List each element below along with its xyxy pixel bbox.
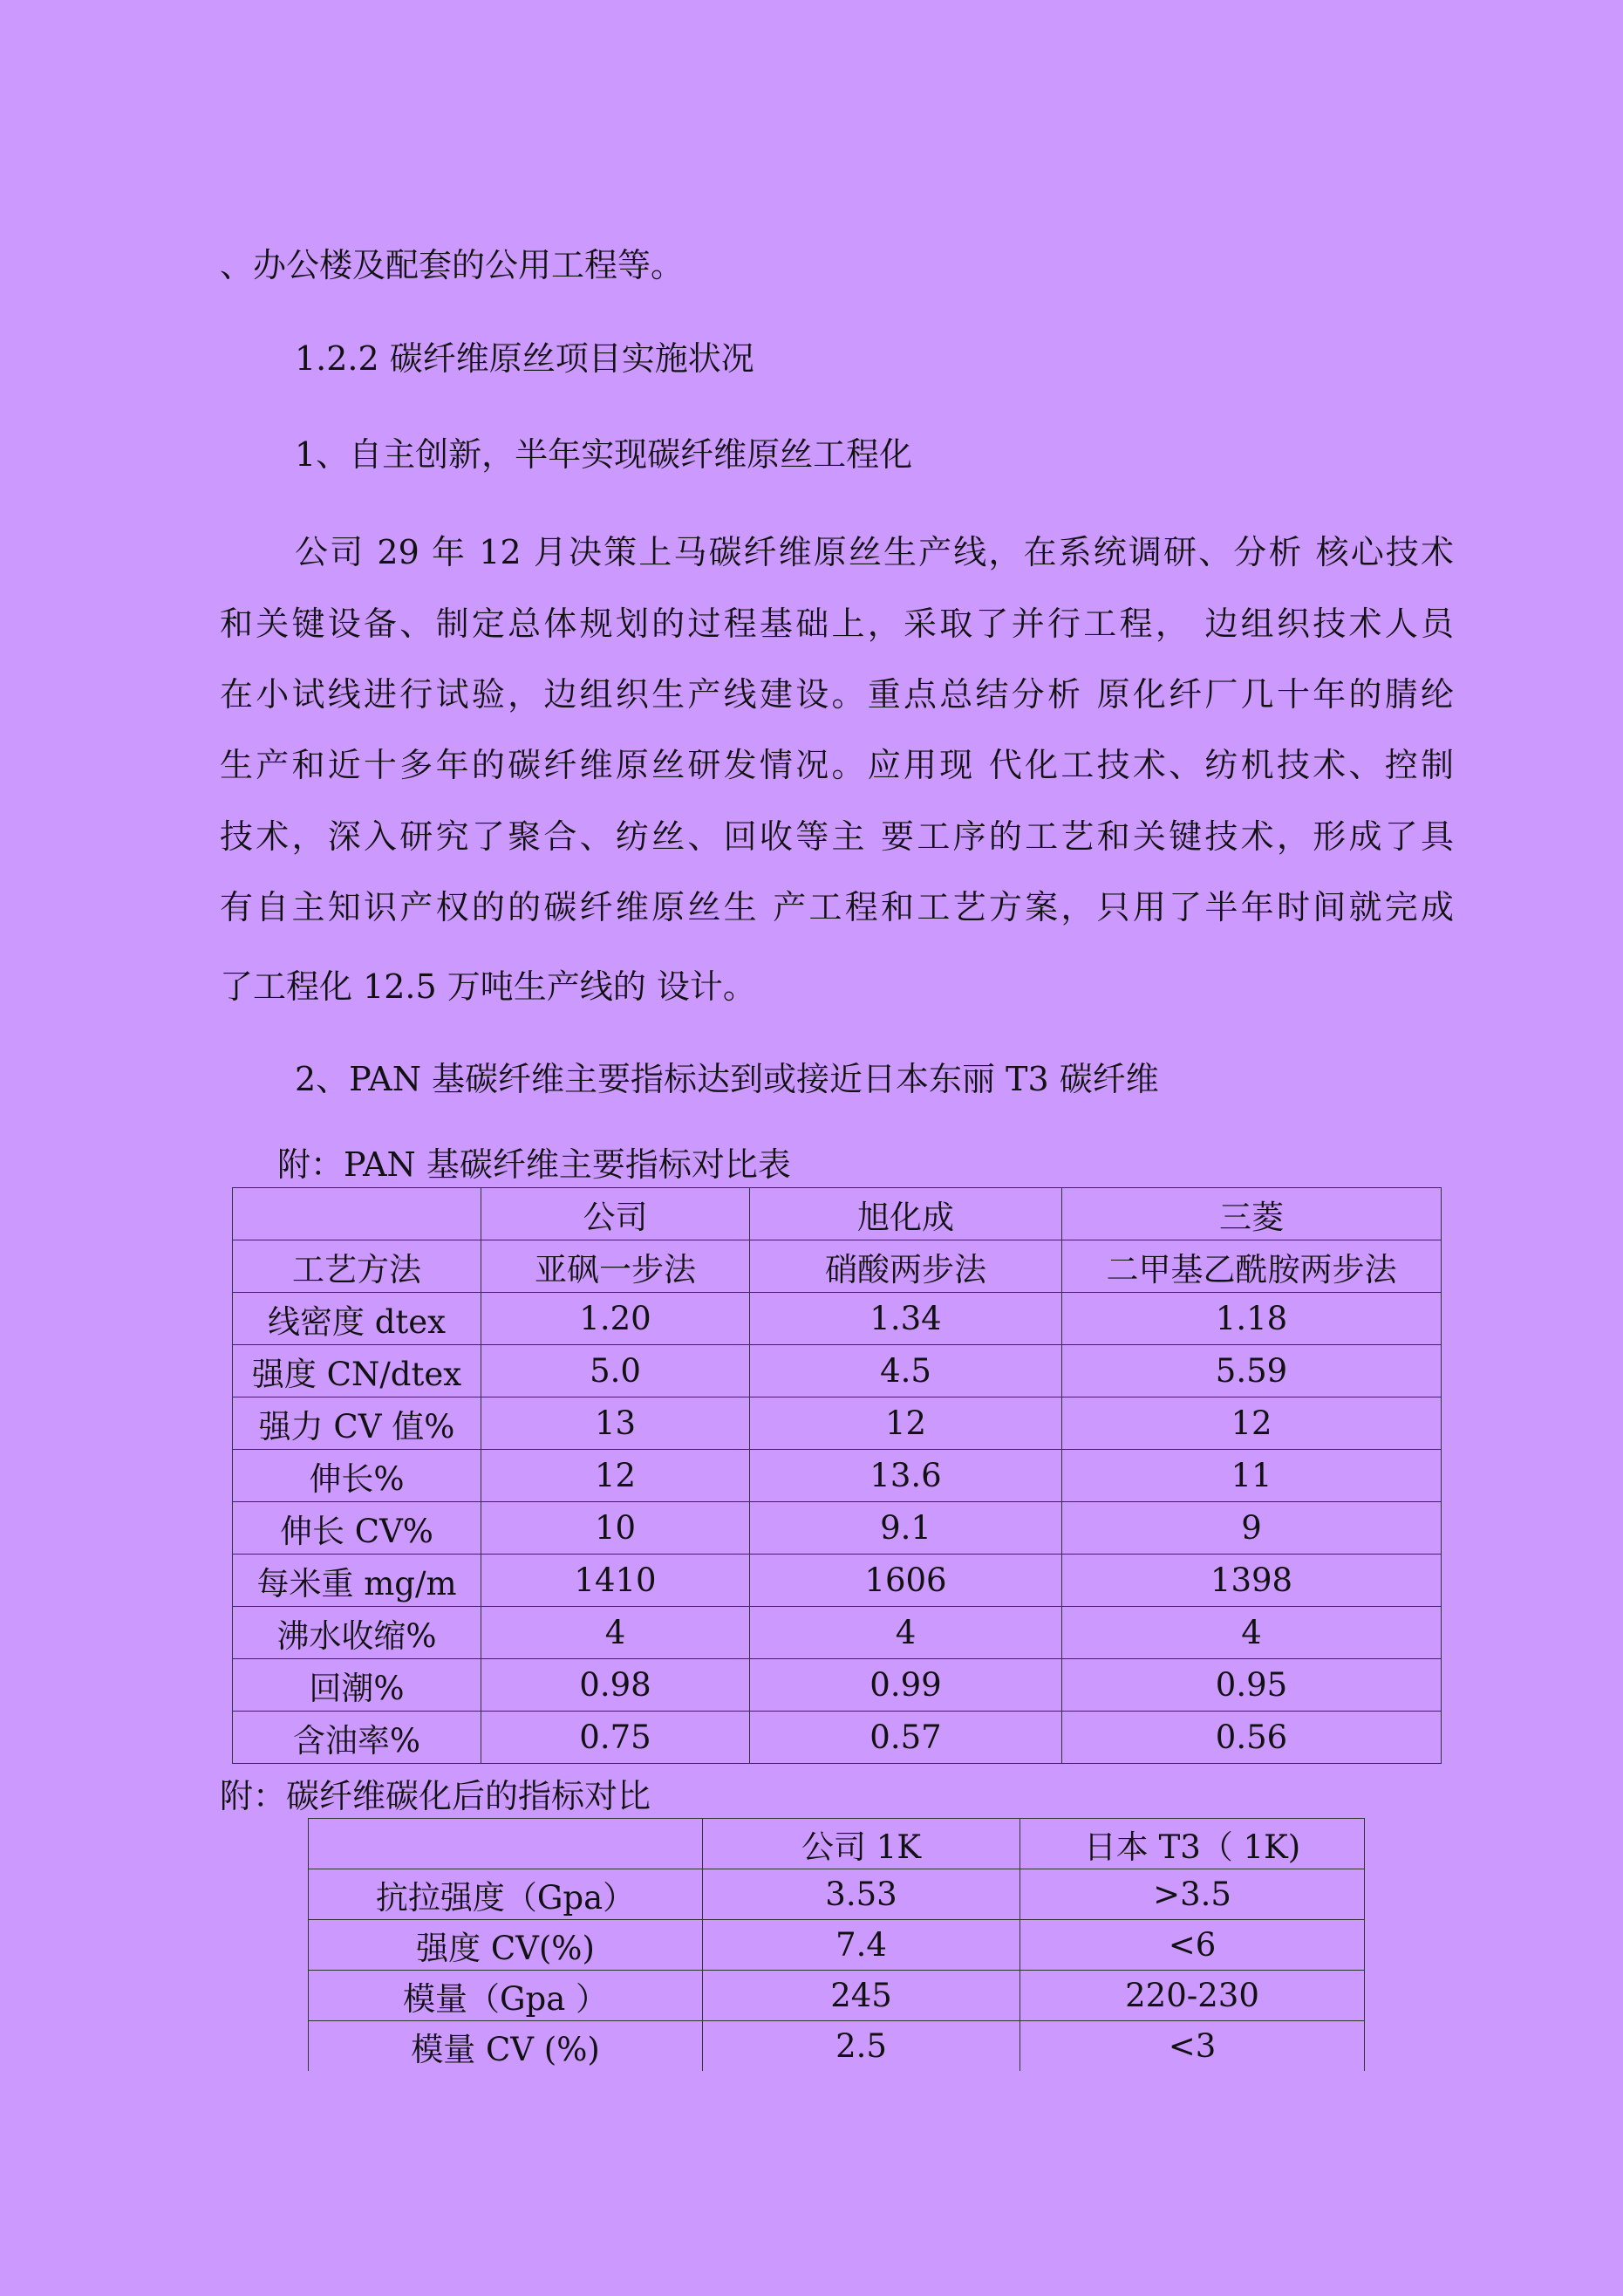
- table-header-cell: 公司: [481, 1188, 750, 1240]
- table-cell: 245: [703, 1971, 1020, 2021]
- table-row: [309, 2021, 1365, 2072]
- table-header-cell: 公司 1K: [703, 1819, 1020, 1869]
- table-cell: 5.0: [481, 1345, 750, 1397]
- table-row: [233, 1712, 1442, 1764]
- table-cell: 12: [1062, 1397, 1442, 1450]
- table-cell: 硝酸两步法: [750, 1240, 1062, 1293]
- table-cell: 0.75: [481, 1712, 750, 1764]
- carbonized-fiber-comparison-table: [308, 1818, 1365, 2071]
- table-cell: 4: [481, 1607, 750, 1659]
- table2-caption: 附：碳纤维碳化后的指标对比: [220, 1777, 651, 1815]
- table-row: [233, 1240, 1442, 1293]
- row-label-cell: 伸长%: [233, 1450, 481, 1502]
- table-cell: <3: [1020, 2021, 1365, 2072]
- table1-caption: 附：PAN 基碳纤维主要指标对比表: [277, 1145, 791, 1184]
- table-cell: 12: [481, 1450, 750, 1502]
- table-cell: 0.56: [1062, 1712, 1442, 1764]
- subheading-pan-indicators: 2、PAN 基碳纤维主要指标达到或接近日本东丽 T3 碳纤维: [295, 1060, 1159, 1098]
- table-cell: 12: [750, 1397, 1062, 1450]
- row-label-cell: 抗拉强度（Gpa）: [309, 1869, 703, 1920]
- row-label-cell: 模量 CV (%): [309, 2021, 703, 2072]
- table-header-cell: [309, 1819, 703, 1869]
- paragraph-line: 和关键设备、制定总体规划的过程基础上，采取了并行工程， 边组织技术人员: [220, 605, 1454, 643]
- table-row: [233, 1659, 1442, 1712]
- paragraph-line: 生产和近十多年的碳纤维原丝研发情况。应用现 代化工技术、纺机技术、控制: [220, 746, 1454, 784]
- section-heading: 1.2.2 碳纤维原丝项目实施状况: [295, 339, 754, 378]
- table-cell: 1398: [1062, 1555, 1442, 1607]
- table-cell: 4: [750, 1607, 1062, 1659]
- table-cell: 0.95: [1062, 1659, 1442, 1712]
- table-row: [233, 1345, 1442, 1397]
- paragraph-line: 有自主知识产权的的碳纤维原丝生 产工程和工艺方案，只用了半年时间就完成: [220, 888, 1454, 926]
- table-cell: 亚砜一步法: [481, 1240, 750, 1293]
- pan-fiber-comparison-table: [232, 1187, 1442, 1764]
- table-header-cell: 旭化成: [750, 1188, 1062, 1240]
- row-label-cell: 沸水收缩%: [233, 1607, 481, 1659]
- table-cell: 7.4: [703, 1920, 1020, 1971]
- table-header-row: [233, 1188, 1442, 1240]
- table-cell: 1410: [481, 1555, 750, 1607]
- table-row: [233, 1607, 1442, 1659]
- table-cell: 1.34: [750, 1293, 1062, 1345]
- table-row: [233, 1397, 1442, 1450]
- table-row: [233, 1450, 1442, 1502]
- row-label-cell: 回潮%: [233, 1659, 481, 1712]
- table-cell: 10: [481, 1502, 750, 1555]
- table-cell: 二甲基乙酰胺两步法: [1062, 1240, 1442, 1293]
- row-label-cell: 工艺方法: [233, 1240, 481, 1293]
- table-cell: 1.18: [1062, 1293, 1442, 1345]
- table-row: [309, 1869, 1365, 1920]
- table-cell: 0.57: [750, 1712, 1062, 1764]
- table-cell: <6: [1020, 1920, 1365, 1971]
- table-cell: 4: [1062, 1607, 1442, 1659]
- table-cell: 5.59: [1062, 1345, 1442, 1397]
- row-label-cell: 伸长 CV%: [233, 1502, 481, 1555]
- subheading-innovation: 1、自主创新，半年实现碳纤维原丝工程化: [295, 435, 913, 474]
- row-label-cell: 强度 CV(%): [309, 1920, 703, 1971]
- table-cell: >3.5: [1020, 1869, 1365, 1920]
- table-cell: 1.20: [481, 1293, 750, 1345]
- intro-fragment: 、办公楼及配套的公用工程等。: [220, 246, 685, 284]
- row-label-cell: 模量（Gpa ）: [309, 1971, 703, 2021]
- table-header-row: [309, 1819, 1365, 1869]
- table-row: [233, 1502, 1442, 1555]
- table-cell: 2.5: [703, 2021, 1020, 2072]
- table-header-cell: 三菱: [1062, 1188, 1442, 1240]
- row-label-cell: 线密度 dtex: [233, 1293, 481, 1345]
- table-row: [233, 1555, 1442, 1607]
- table-row: [309, 1920, 1365, 1971]
- table-cell: 11: [1062, 1450, 1442, 1502]
- table-cell: 13: [481, 1397, 750, 1450]
- table-header-cell: [233, 1188, 481, 1240]
- table-row: [233, 1293, 1442, 1345]
- row-label-cell: 强力 CV 值%: [233, 1397, 481, 1450]
- row-label-cell: 强度 CN/dtex: [233, 1345, 481, 1397]
- table-header-cell: 日本 T3（ 1K): [1020, 1819, 1365, 1869]
- table-cell: 9.1: [750, 1502, 1062, 1555]
- row-label-cell: 每米重 mg/m: [233, 1555, 481, 1607]
- table-cell: 220-230: [1020, 1971, 1365, 2021]
- paragraph-line: 公司 29 年 12 月决策上马碳纤维原丝生产线，在系统调研、分析 核心技术: [295, 533, 1454, 571]
- table-cell: 9: [1062, 1502, 1442, 1555]
- table-row: [309, 1971, 1365, 2021]
- table-cell: 13.6: [750, 1450, 1062, 1502]
- table-cell: 4.5: [750, 1345, 1062, 1397]
- paragraph-line: 了工程化 12.5 万吨生产线的 设计。: [220, 967, 756, 1006]
- table-cell: 0.98: [481, 1659, 750, 1712]
- table-cell: 0.99: [750, 1659, 1062, 1712]
- paragraph-line: 技术，深入研究了聚合、纺丝、回收等主 要工序的工艺和关键技术，形成了具: [220, 817, 1454, 856]
- paragraph-line: 在小试线进行试验，边组织生产线建设。重点总结分析 原化纤厂几十年的腈纶: [220, 675, 1454, 714]
- row-label-cell: 含油率%: [233, 1712, 481, 1764]
- table-cell: 3.53: [703, 1869, 1020, 1920]
- table-cell: 1606: [750, 1555, 1062, 1607]
